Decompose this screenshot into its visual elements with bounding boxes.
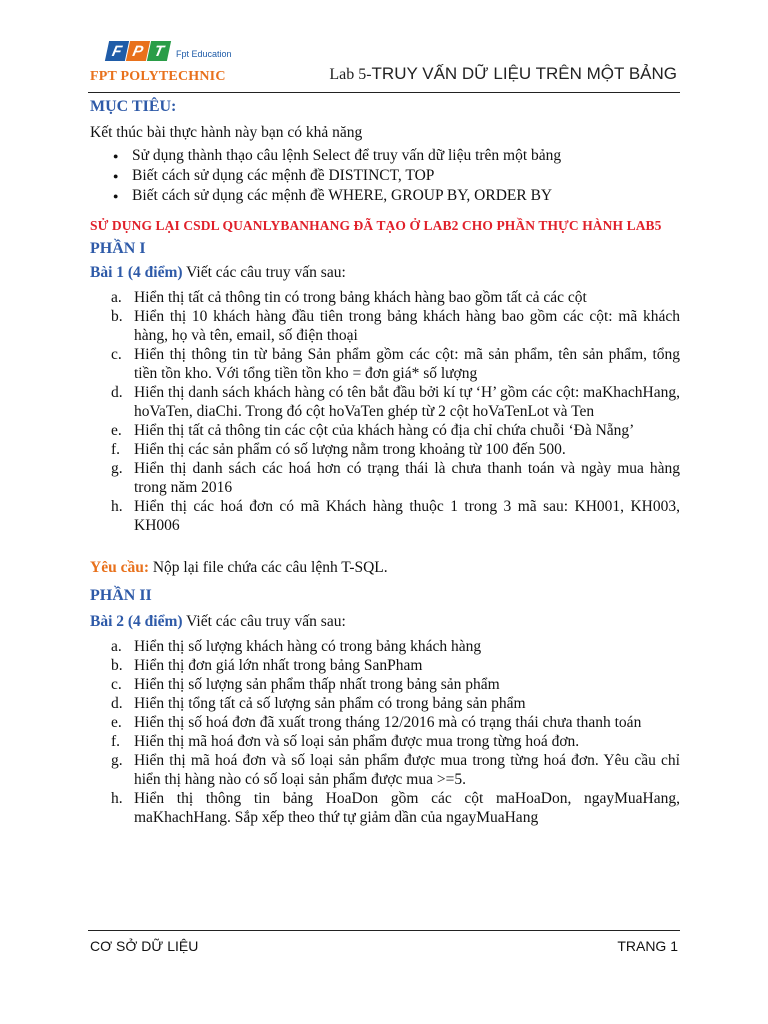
task-text: Hiển thị 10 khách hàng đầu tiên trong bảng khách hàng bao gồm các cột: mã khách hàng, họ và tên, email, số điện thoại [134, 308, 680, 344]
task-text: Hiển thị mã hoá đơn và số loại sản phẩm được mua trong từng hoá đơn. [134, 733, 580, 750]
objectives-intro: Kết thúc bài thực hành này bạn có khả năng [90, 124, 363, 141]
lab-title-text: TRUY VẤN DỮ LIỆU TRÊN MỘT BẢNG [371, 64, 677, 83]
task-marker: h. [111, 498, 123, 515]
task-item [111, 497, 680, 535]
logo-letter-p: P [126, 41, 150, 61]
lab-number: Lab 5- [329, 66, 372, 83]
exercise1-label: Bài 1 (4 điểm) [90, 264, 183, 281]
part2-heading: PHẦN II [90, 587, 152, 604]
exercise1-title [90, 264, 680, 282]
logo-letter-boxes [107, 41, 170, 61]
brand-name: FPT POLYTECHNIC [90, 69, 226, 84]
requirement [90, 559, 680, 577]
task-text: Hiển thị tất cả thông tin có trong bảng khách hàng bao gồm tất cả các cột [134, 289, 587, 306]
requirement-label: Yêu cầu: [90, 559, 149, 576]
task-text: Hiển thị danh sách khách hàng có tên bắt đầu bởi kí tự ‘H’ gồm các cột: maKhachHang, hoVaTen, diaChi. Trong đó cột hoVaTen ghép từ 2 cột hoVaTenLot và Ten [134, 384, 680, 420]
objective-item: ● Biết cách sử dụng các mệnh đề WHERE, GROUP BY, ORDER BY [132, 186, 680, 206]
task-text: Hiển thị số lượng khách hàng có trong bảng khách hàng [134, 638, 482, 655]
task-marker: f. [111, 733, 121, 750]
logo-letter-f: F [105, 41, 129, 61]
task-item [111, 459, 680, 497]
task-marker: b. [111, 657, 123, 674]
task-item [111, 789, 680, 827]
task-marker: c. [111, 346, 122, 363]
task-item [111, 383, 680, 421]
task-text: Hiển thị đơn giá lớn nhất trong bảng SanPham [134, 657, 423, 674]
task-item [111, 732, 680, 751]
task-item [111, 751, 680, 789]
footer-page-number: TRANG 1 [617, 938, 678, 954]
objectives-heading: MỤC TIÊU: [90, 98, 177, 115]
objectives-list [90, 146, 680, 206]
task-marker: a. [111, 638, 122, 655]
task-marker: h. [111, 790, 123, 807]
exercise2-title [90, 613, 680, 631]
task-item [111, 675, 680, 694]
task-item [111, 440, 680, 459]
task-text: Hiển thị thông tin từ bảng Sản phẩm gồm các cột: mã sản phẩm, tên sản phẩm, tổng tiền tồn kho. Với tổng tiền tồn kho = đơn giá* số lượng [134, 346, 680, 382]
footer-divider [88, 930, 680, 931]
exercise1-instruction: Viết các câu truy vấn sau: [182, 264, 346, 281]
task-text: Hiển thị số lượng sản phẩm thấp nhất trong bảng sản phẩm [134, 676, 500, 693]
task-text: Hiển thị tất cả thông tin các cột của khách hàng có địa chỉ chứa chuỗi ‘Đà Nẵng’ [134, 422, 635, 439]
task-marker: c. [111, 676, 122, 693]
exercise2-label: Bài 2 (4 điểm) [90, 613, 183, 630]
header-divider [88, 92, 680, 93]
task-item [111, 694, 680, 713]
database-notice: SỬ DỤNG LẠI CSDL QUANLYBANHANG ĐÃ TẠO Ở LAB2 CHO PHẦN THỰC HÀNH LAB5 [90, 218, 662, 233]
task-item [111, 345, 680, 383]
exercise2-list [90, 637, 680, 827]
task-item [111, 656, 680, 675]
task-marker: d. [111, 695, 123, 712]
task-item [111, 637, 680, 656]
task-text: Hiển thị mã hoá đơn và số loại sản phẩm được mua trong từng hoá đơn. Yêu cầu chỉ hiển thị hàng nào có số loại sản phẩm được mua >=5. [134, 752, 680, 788]
objective-item: ● Sử dụng thành thạo câu lệnh Select để truy vấn dữ liệu trên một bảng [132, 146, 680, 166]
task-marker: e. [111, 422, 122, 439]
task-item [111, 713, 680, 732]
task-marker: e. [111, 714, 122, 731]
task-item [111, 421, 680, 440]
task-text: Hiển thị danh sách các hoá hơn có trạng thái là chưa thanh toán và ngày mua hàng trong năm 2016 [134, 460, 680, 496]
task-marker: d. [111, 384, 123, 401]
task-marker: a. [111, 289, 122, 306]
task-text: Hiển thị các sản phẩm có số lượng nằm trong khoảng từ 100 đến 500. [134, 441, 566, 458]
exercise1-list [90, 288, 680, 535]
task-text: Hiển thị số hoá đơn đã xuất trong tháng 12/2016 mà có trạng thái chưa thanh toán [134, 714, 642, 731]
logo-subtitle: Fpt Education [176, 49, 232, 59]
objective-item: ● Biết cách sử dụng các mệnh đề DISTINCT, TOP [132, 166, 680, 186]
requirement-text: Nộp lại file chứa các câu lệnh T-SQL. [148, 559, 388, 576]
lab-title [329, 64, 677, 84]
task-text: Hiển thị tổng tất cả số lượng sản phẩm có trong bảng sản phẩm [134, 695, 526, 712]
document-body [90, 98, 680, 827]
task-marker: g. [111, 460, 123, 477]
task-item [111, 307, 680, 345]
task-marker: g. [111, 752, 123, 769]
task-text: Hiển thị các hoá đơn có mã Khách hàng thuộc 1 trong 3 mã sau: KH001, KH003, KH006 [134, 498, 680, 534]
task-item [111, 288, 680, 307]
fpt-education-logo [107, 37, 232, 65]
footer-course: CƠ SỞ DỮ LIỆU [90, 938, 199, 954]
part1-heading: PHẦN I [90, 240, 146, 257]
exercise2-instruction: Viết các câu truy vấn sau: [182, 613, 346, 630]
logo-letter-t: T [147, 41, 171, 61]
task-text: Hiển thị thông tin bảng HoaDon gồm các cột maHoaDon, ngayMuaHang, maKhachHang. Sắp xếp theo thứ tự giảm dần của ngayMuaHang [134, 790, 680, 826]
task-marker: b. [111, 308, 123, 325]
task-marker: f. [111, 441, 121, 458]
